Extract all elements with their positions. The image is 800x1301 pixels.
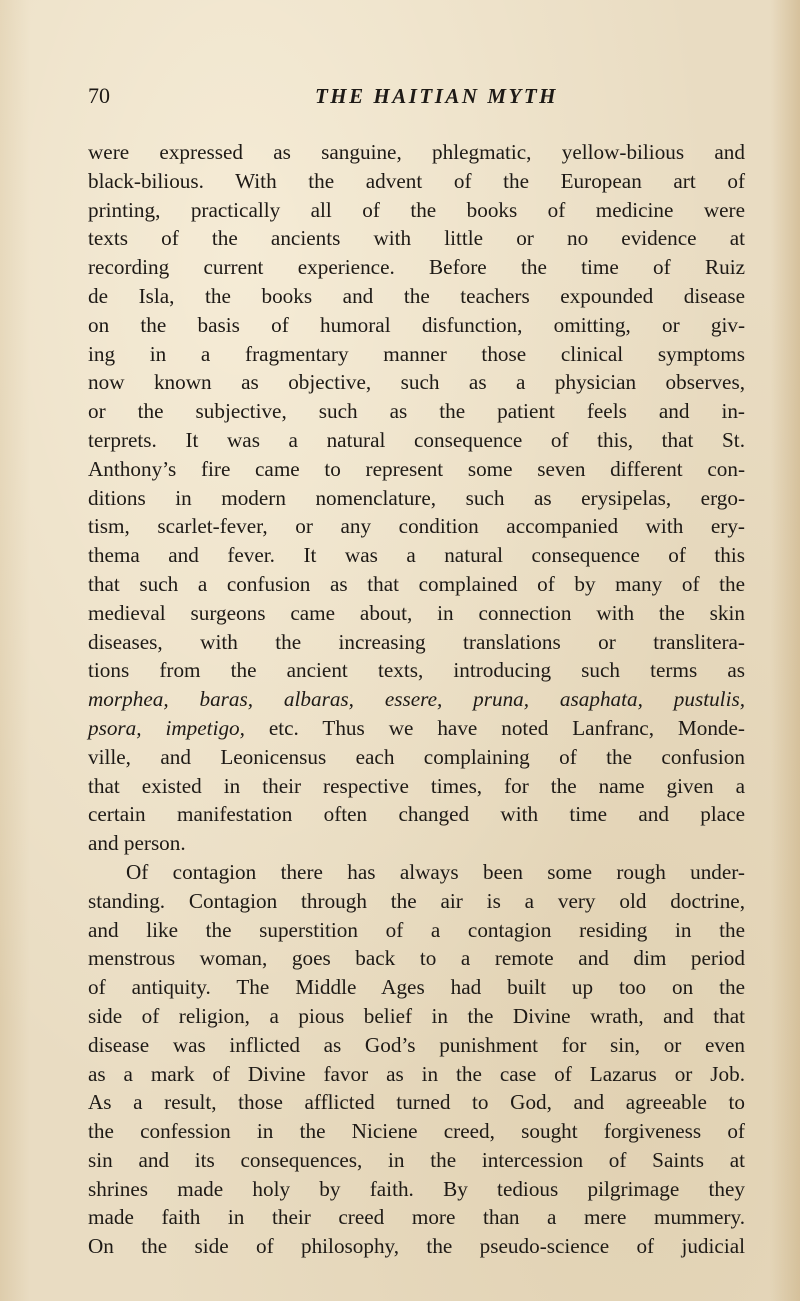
text-line: certain manifestation often changed with time and place — [88, 802, 745, 827]
text-line: terprets. It was a natural consequence of this, that St. — [88, 427, 745, 452]
text-line: or the subjective, such as the patient feels and in- — [88, 399, 745, 424]
text-line — [88, 714, 745, 743]
text-line: On the side of philosophy, the pseudo-science of judicial — [88, 1234, 745, 1259]
text-line: medieval surgeons came about, in connection with the skin — [88, 600, 745, 625]
text-line: ing in a fragmentary manner those clinical symptoms — [88, 341, 745, 366]
paragraph-start-line: Of contagion there has always been some rough under- — [126, 859, 745, 884]
text-line: menstrous woman, goes back to a remote and dim period — [88, 946, 745, 971]
text-line: side of religion, a pious belief in the Divine wrath, and that — [88, 1003, 745, 1028]
text-line: shrines made holy by faith. By tedious pilgrimage they — [88, 1176, 745, 1201]
text-line: Anthony’s fire came to represent some seven different con- — [88, 456, 745, 481]
text-line: that existed in their respective times, for the name given a — [88, 773, 745, 798]
italic-terms: morphea, baras, albaras, essere, pruna, asaphata, pustulis, — [88, 687, 745, 712]
running-head — [88, 80, 745, 112]
text-line: thema and fever. It was a natural consequence of this — [88, 543, 745, 568]
text-line: were expressed as sanguine, phlegmatic, yellow-bilious and — [88, 140, 745, 164]
text-line: de Isla, the books and the teachers expounded disease — [88, 283, 745, 308]
text-line: and like the superstition of a contagion residing in the — [88, 917, 745, 942]
text-line: As a result, those afflicted turned to God, and agreeable to — [88, 1090, 745, 1115]
text-line: as a mark of Divine favor as in the case of Lazarus or Job. — [88, 1061, 745, 1086]
text-line: on the basis of humoral disfunction, omitting, or giv- — [88, 312, 745, 337]
text-line: made faith in their creed more than a mere mummery. — [88, 1205, 745, 1230]
text-line: printing, practically all of the books of medicine were — [88, 197, 745, 222]
text-line: of antiquity. The Middle Ages had built up too on the — [88, 975, 745, 1000]
page-number: 70 — [88, 83, 110, 108]
text-line: recording current experience. Before the time of Ruiz — [88, 255, 745, 280]
text-line: the confession in the Niciene creed, sought forgiveness of — [88, 1119, 745, 1144]
running-title: THE HAITIAN MYTH — [314, 84, 559, 108]
text-line: diseases, with the increasing translations or translitera- — [88, 629, 745, 654]
body-text — [88, 138, 745, 1261]
text-line: tism, scarlet-fever, or any condition accompanied with ery- — [88, 514, 745, 539]
text-line: that such a confusion as that complained of by many of the — [88, 571, 745, 596]
text-line: disease was inflicted as God’s punishment for sin, or even — [88, 1032, 745, 1057]
italic-terms-line — [88, 685, 745, 714]
text-line: standing. Contagion through the air is a very old doctrine, — [88, 888, 745, 913]
text-line: ditions in modern nomenclature, such as erysipelas, ergo- — [88, 485, 745, 510]
text-line: sin and its consequences, in the intercession of Saints at — [88, 1147, 745, 1172]
text-line: black-bilious. With the advent of the European art of — [88, 168, 745, 193]
text-line: now known as objective, such as a physician observes, — [88, 370, 745, 395]
paragraph-end-line: and person. — [88, 831, 186, 856]
text-line: texts of the ancients with little or no evidence at — [88, 226, 745, 251]
text-line: ville, and Leonicensus each complaining of the confusion — [88, 744, 745, 769]
text-line: tions from the ancient texts, introducing such terms as — [88, 658, 745, 683]
text-fragment: etc. Thus we have noted Lanfranc, Monde- — [244, 715, 745, 740]
italic-terms: psora, impetigo, — [88, 715, 245, 740]
